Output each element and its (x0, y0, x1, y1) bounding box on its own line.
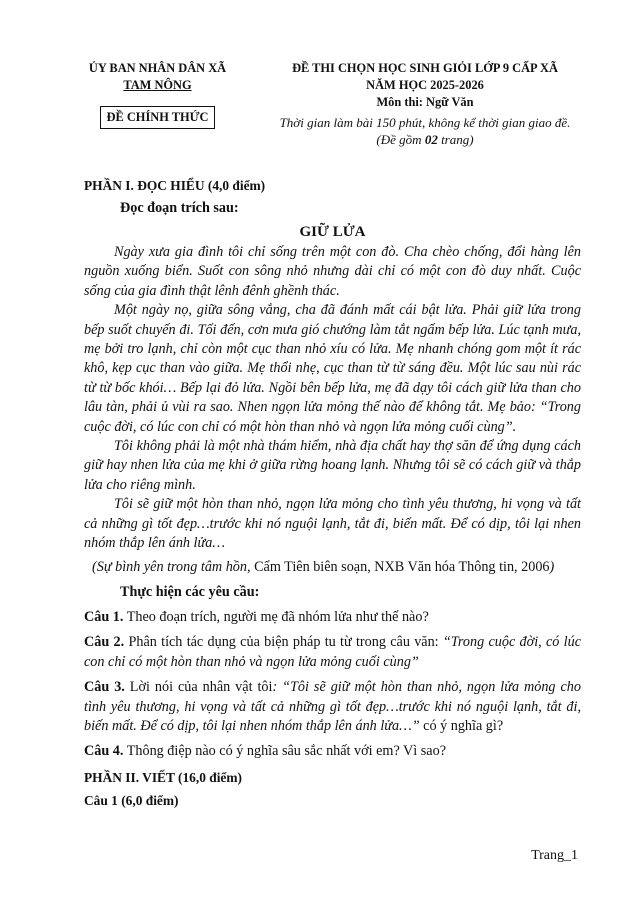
source-details: Cẩm Tiên biên soạn, NXB Văn hóa Thông tin, 2006 (250, 558, 550, 575)
source-book-title: (Sự bình yên trong tâm hồn, (92, 558, 251, 575)
question-text: Lời nói của nhân vật tôi (124, 679, 273, 696)
school-year: NĂM HỌC 2025-2026 (366, 78, 484, 92)
passage-paragraph: Ngày xưa gia đình tôi chỉ sống trên một con đò. Cha chèo chống, đổi hàng lên nguồn xuống biển. Suốt con sông nhỏ nhưng dài chỉ có một con đò duy nhất. Cuộc sống của gia đình thật lênh đênh ghềnh thác. (84, 244, 581, 299)
official-badge: ĐỀ CHÍNH THỨC (100, 106, 216, 129)
question-label: Câu 1. (84, 608, 124, 625)
time-note: Thời gian làm bài 150 phút, không kể thời gian giao đề. (279, 115, 571, 130)
passage-source (84, 558, 581, 577)
passage-paragraph: Tôi không phải là một nhà thám hiểm, nhà địa chất hay thợ săn để ứng dụng cách giữ hay nhen lửa của mẹ khi ở giữa rừng hoang lạnh. Nhưng tôi sẽ có cách giữ và thắp lửa cho riêng mình. (84, 438, 581, 493)
question-2 (84, 633, 581, 672)
question-label: Câu 4. (84, 743, 124, 760)
question-quote: “Trong cuộc đời, có lúc con chỉ có một hòn than nhỏ và ngọn lửa mỏng cuối cùng” (84, 634, 582, 670)
part2-question-1: Câu 1 (6,0 điểm) (84, 792, 179, 808)
question-quote: : “Tôi sẽ giữ một hòn than nhỏ, ngọn lửa mỏng cho tình yêu thương, hi vọng và tất cả những gì tốt đẹp…trước khi nó nguội lạnh, tắt đi, biến mất. Để có dịp, tôi lại nhen nhóm thắp lên ánh lửa…” (84, 679, 581, 734)
question-1 (84, 608, 581, 627)
passage-paragraph: Tôi sẽ giữ một hòn than nhỏ, ngọn lửa mỏng cho tình yêu thương, hi vọng và tất cả những gì tốt đẹp…trước khi nó nguội lạnh, tắt đi, biến mất. Để có dịp, tôi lại nhen nhóm thắp lên ánh lửa… (84, 496, 581, 552)
passage-paragraph: Một ngày nọ, giữa sông vắng, cha đã đánh mất cái bật lửa. Phải giữ lửa trong bếp suốt chuyến đi. Tối đến, cơn mưa gió chướng làm tắt ngấm bếp lửa. Lúc tạnh mưa, mẹ bởi tro lạnh, chỉ còn một cục than nhỏ xíu có lửa. Mẹ nhanh chóng gom một ít rác khô, kẹp cục than vào giữa. Mẹ thổi nhẹ, cục than từ từ sáng đều. Một lúc sau nùi rác từ từ bốc khói… Bếp lại đỏ lửa. Ngồi bên bếp lửa, mẹ đã dạy tôi cách giữ lửa than cho lâu tàn, phải ủ vùi ra sao. Nhen ngọn lửa mỏng thế nào để không tắt. Mẹ bảo: “Trong cuộc đời, có lúc con chỉ có một hòn than nhỏ và ngọn lửa mỏng cuối cùng”. (84, 302, 581, 435)
page-number: Trang_1 (531, 848, 578, 863)
question-label: Câu 3. (84, 679, 125, 696)
issuer-line-2: TAM NÔNG (123, 78, 192, 92)
question-text: Thông điệp nào có ý nghĩa sâu sắc nhất với em? Vì sao? (123, 743, 446, 760)
reading-instruction: Đọc đoạn trích sau: (120, 200, 239, 216)
question-text: Theo đoạn trích, người mẹ đã nhóm lửa như thế nào? (123, 608, 429, 625)
question-text: Phân tích tác dụng của biện pháp tu từ trong câu văn: (124, 634, 443, 651)
part1-heading: PHẦN I. ĐỌC HIỂU (4,0 điểm) (84, 178, 266, 193)
question-label: Câu 2. (84, 634, 125, 651)
page-count-prefix: (Đề gồm (376, 132, 425, 147)
issuer-block (70, 60, 245, 129)
question-3 (84, 678, 581, 736)
tasks-label: Thực hiện các yêu cầu: (120, 583, 260, 600)
question-4 (84, 742, 581, 761)
issuer-line-1: ỦY BAN NHÂN DÂN XÃ (88, 61, 227, 75)
source-close: ) (549, 558, 555, 575)
page-count-suffix: trang) (437, 132, 474, 147)
page-count-note (245, 131, 605, 148)
exam-content (84, 176, 581, 810)
question-tail: có ý nghĩa gì? (419, 717, 504, 734)
passage-title: GIỮ LỬA (299, 224, 366, 240)
subject-line: Môn thi: Ngữ Văn (376, 95, 474, 109)
exam-title: ĐỀ THI CHỌN HỌC SINH GIỎI LỚP 9 CẤP XÃ (292, 61, 558, 75)
part2-heading: PHẦN II. VIẾT (16,0 điểm) (84, 769, 242, 785)
exam-title-block (245, 60, 605, 148)
page-count-number: 02 (424, 132, 438, 147)
